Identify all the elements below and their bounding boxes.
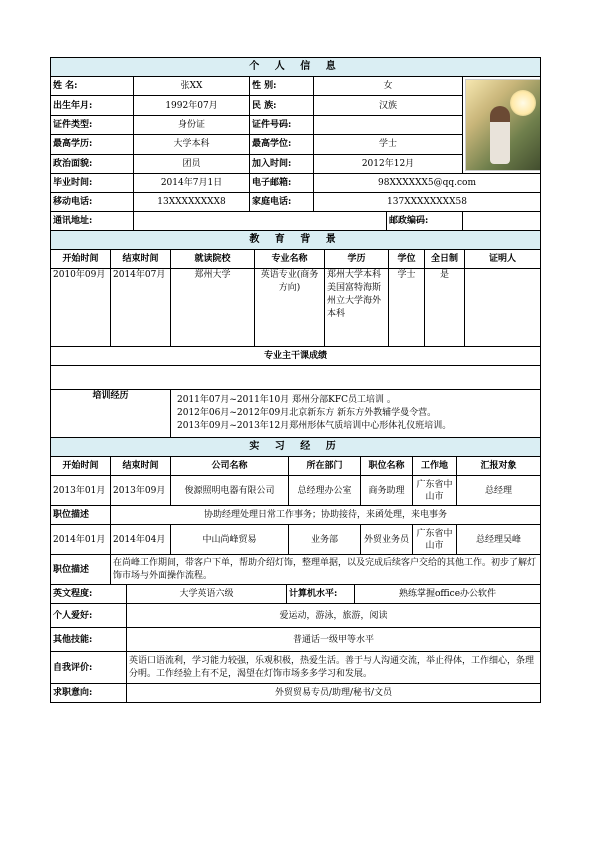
computer-value: 熟练掌握office办公软件	[355, 585, 541, 604]
id-type-value: 身份证	[134, 115, 250, 134]
grad-label: 毕业时间:	[51, 174, 134, 193]
edu-fulltime: 是	[425, 269, 465, 347]
hobby-label: 个人爱好:	[51, 604, 127, 628]
job-desc-label: 职位描述	[51, 555, 111, 585]
job-col-place: 工作地	[413, 457, 457, 476]
training-label: 培训经历	[51, 390, 171, 438]
hobby-value: 爱运动，游泳，旅游，阅读	[127, 604, 541, 628]
mobile-label: 移动电话:	[51, 193, 134, 212]
edu-col-end: 结束时间	[111, 250, 171, 269]
edu-major: 英语专业(商务方向)	[255, 269, 325, 347]
job-title: 商务助理	[361, 476, 413, 506]
self-label: 自我评价:	[51, 652, 127, 684]
internship-table	[50, 437, 541, 585]
skill-value: 普通话一级甲等水平	[127, 628, 541, 652]
email-label: 电子邮箱:	[250, 174, 314, 193]
job-end: 2014年04月	[111, 525, 171, 555]
job-col-dept: 所在部门	[289, 457, 361, 476]
ethnic-value: 汉族	[314, 96, 463, 115]
edu-col-school: 就读院校	[171, 250, 255, 269]
political-value: 团员	[134, 154, 250, 173]
job-desc: 在尚峰工作期间，带客户下单，帮助介绍灯饰，整理单据，以及完成后续客户交给的其他工作。初步了解灯饰市场与外面操作流程。	[111, 555, 541, 585]
edu-school: 郑州大学	[171, 269, 255, 347]
courses-value	[51, 366, 541, 390]
degree-value: 学士	[314, 135, 463, 154]
job-company: 中山尚峰贸易	[171, 525, 289, 555]
zip-value	[463, 212, 541, 231]
edu-level: 郑州大学本科 美国富特海斯州立大学海外本科	[325, 269, 389, 347]
job-col-company: 公司名称	[171, 457, 289, 476]
id-type-label: 证件类型:	[51, 115, 134, 134]
birth-value: 1992年07月	[134, 96, 250, 115]
job-row	[51, 476, 541, 506]
training-item: 2011年07月~2011年10月 郑州分部KFC员工培训 。	[177, 395, 396, 405]
job-place: 广东省中山市	[413, 476, 457, 506]
edu-value: 大学本科	[134, 135, 250, 154]
job-start: 2014年01月	[51, 525, 111, 555]
self-value: 英语口语流利，学习能力较强，乐观积极，热爱生活。善于与人沟通交流，举止得体，工作细心，条理分明。工作经验上有不足，渴望在灯饰市场多多学习和发展。	[127, 652, 541, 684]
job-title: 外贸业务员	[361, 525, 413, 555]
training-list	[171, 390, 541, 438]
job-desc: 协助经理处理日常工作事务；协助接待，来函处理，来电事务	[111, 506, 541, 525]
training-item: 2012年06月~2012年09月北京新东方 新东方外教辅学曼令营。	[177, 408, 437, 418]
edu-col-ref: 证明人	[465, 250, 541, 269]
address-value	[134, 212, 387, 231]
education-table	[50, 230, 541, 438]
edu-col-degree: 学位	[389, 250, 425, 269]
edu-label: 最高学历:	[51, 135, 134, 154]
intent-value: 外贸贸易专员/助理/秘书/文员	[127, 684, 541, 703]
degree-label: 最高学位:	[250, 135, 314, 154]
gender-label: 性 别:	[250, 77, 314, 96]
job-desc-label: 职位描述	[51, 506, 111, 525]
zip-label: 邮政编码:	[387, 212, 463, 231]
job-col-end: 结束时间	[111, 457, 171, 476]
job-company: 俊源照明电器有限公司	[171, 476, 289, 506]
personal-info-table	[50, 57, 541, 231]
mobile-value: 13XXXXXXXX8	[134, 193, 250, 212]
edu-ref	[465, 269, 541, 347]
join-label: 加入时间:	[250, 154, 314, 173]
job-dept: 业务部	[289, 525, 361, 555]
gender-value: 女	[314, 77, 463, 96]
job-row	[51, 525, 541, 555]
join-value: 2012年12月	[314, 154, 463, 173]
job-col-report: 汇报对象	[457, 457, 541, 476]
computer-label: 计算机水平:	[287, 585, 355, 604]
job-report: 总经理	[457, 476, 541, 506]
job-col-start: 开始时间	[51, 457, 111, 476]
resume-page	[50, 57, 540, 703]
personal-info-header: 个 人 信 息	[51, 58, 541, 77]
edu-degree: 学士	[389, 269, 425, 347]
internship-header: 实 习 经 历	[51, 438, 541, 457]
edu-col-major: 专业名称	[255, 250, 325, 269]
edu-col-edu: 学历	[325, 250, 389, 269]
name-value: 张XX	[134, 77, 250, 96]
job-end: 2013年09月	[111, 476, 171, 506]
courses-label: 专业主干课成绩	[51, 347, 541, 366]
political-label: 政治面貌:	[51, 154, 134, 173]
ethnic-label: 民 族:	[250, 96, 314, 115]
edu-col-start: 开始时间	[51, 250, 111, 269]
id-no-label: 证件号码:	[250, 115, 314, 134]
edu-start: 2010年09月	[51, 269, 111, 347]
job-col-title: 职位名称	[361, 457, 413, 476]
intent-label: 求职意向:	[51, 684, 127, 703]
english-label: 英文程度:	[51, 585, 127, 604]
photo-cell	[463, 77, 541, 174]
job-start: 2013年01月	[51, 476, 111, 506]
profile-photo	[465, 79, 541, 171]
education-header: 教 育 背 景	[51, 231, 541, 250]
email-value: 98XXXXXX5@qq.com	[314, 174, 541, 193]
education-row	[51, 269, 541, 347]
address-label: 通讯地址:	[51, 212, 134, 231]
english-value: 大学英语六级	[127, 585, 287, 604]
birth-label: 出生年月:	[51, 96, 134, 115]
job-place: 广东省中山市	[413, 525, 457, 555]
name-label: 姓 名:	[51, 77, 134, 96]
edu-col-fulltime: 全日制	[425, 250, 465, 269]
other-info-table	[50, 584, 541, 703]
grad-value: 2014年7月1日	[134, 174, 250, 193]
training-item: 2013年09月~2013年12月郑州形体气质培训中心形体礼仪班培训。	[177, 421, 452, 431]
job-dept: 总经理办公室	[289, 476, 361, 506]
home-label: 家庭电话:	[250, 193, 314, 212]
id-no-value	[314, 115, 463, 134]
skill-label: 其他技能:	[51, 628, 127, 652]
home-value: 137XXXXXXXX58	[314, 193, 541, 212]
job-report: 总经理吴峰	[457, 525, 541, 555]
edu-end: 2014年07月	[111, 269, 171, 347]
